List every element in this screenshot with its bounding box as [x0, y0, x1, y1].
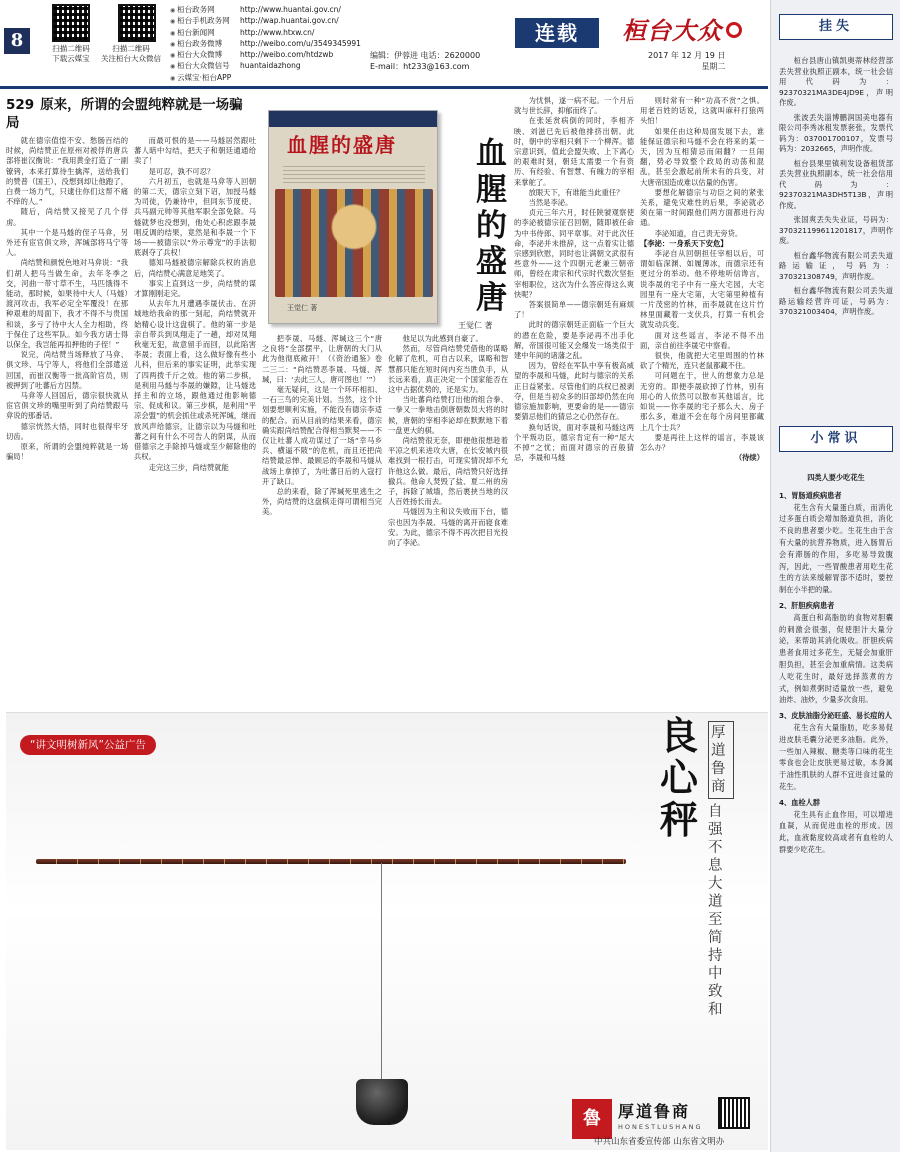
article-column-2 — [134, 136, 256, 696]
article-paragraph: 马燧因为主和议失败而下台，德宗也因为李晟、马燧的离开而寝食难安。为此，德宗不得不再次把目光投向了李泌。 — [388, 507, 508, 548]
ad-title: 良心秤 — [660, 713, 699, 842]
article-paragraph: 面对这些谣言，李泌不得不出面，亲自前往李晟宅中察看。 — [640, 330, 764, 350]
tip-heading: 3、皮肤油脂分泌旺盛、易长痘的人 — [779, 711, 892, 721]
article-paragraph: 【李泌：一身系天下安危】 — [640, 238, 728, 248]
article-paragraph: 然而，尽管尚结赞凭借他的谋略化解了危机，可自古以来，谋略和智慧都只能在短时间内充当胜负手，从长远来看，真正决定一个国家能否在这中占据优势的，还是实力。 — [388, 344, 508, 395]
ad-sponsor: 中共山东省委宣传部 山东省文明办 — [594, 1137, 725, 1147]
article-paragraph: 很快，他就把大宅里周围的竹林砍了个精光，连只老鼠都藏不住。 — [640, 351, 764, 371]
motto-line: 持中致和 — [708, 948, 723, 1018]
article-paragraph: 尚结赞和颜悦色地对马弇说：“我们胡人把马当做生命，去年冬季之交，河曲一带寸草不生，马匹饿得不能动，那时候，如果待中大人（马燧）渡河攻击，我军必定全军覆没！在那种艰难的局面下，我才不得不与贵国和谈，多亏了待中大人全力相助，终于保住了这些军队。如今我方诸士得以保全，我岂能再扣押他的子侄！” — [6, 258, 128, 350]
article-column-5 — [514, 96, 634, 696]
link-url: huantaidazhong — [240, 61, 301, 71]
serial-article — [6, 96, 766, 696]
article-paragraph: 毫无疑问，这是一个环环相扣、一石三鸟的完美计划。当然，这个计划要想顺利实施，不能没有德宗李适的配合。而从目前的结果来看，德宗确实跟尚结赞配合得相当默契——不仅让吐蕃人成功谋过了一场“幸马乡兵、横逼不陂”的危机，而且还把尚结赞最忌惮、最顾忌的李晟和马燧从战场上拿掉了，为吐蕃日后的入寇打开了缺口。 — [262, 385, 382, 486]
link-url[interactable]: http://weibo.com/htdzwb — [240, 50, 334, 60]
link-name: ◉ 桓台政务微博 — [170, 39, 240, 50]
article-paragraph: 德宗恍然大悟，同时也很得牢牙切齿。 — [6, 421, 128, 441]
lost-notice-list — [771, 56, 900, 322]
lost-notice-heading: 挂失 — [779, 14, 893, 40]
cover-band — [269, 111, 437, 127]
link-row — [170, 73, 361, 84]
email-line: E-mail：ht233@163.com — [370, 62, 470, 71]
link-row — [170, 61, 361, 72]
cover-author: 王觉仁 著 — [287, 304, 318, 312]
article-paragraph: 李泌知道，自己责无旁贷。 — [654, 228, 743, 238]
masthead — [0, 0, 768, 84]
link-url[interactable]: http://weibo.com/u/3549345991 — [240, 38, 361, 48]
article-paragraph: 随后，尚结赞又接见了几个俘虏。 — [6, 207, 128, 227]
link-url[interactable]: http://www.huantai.gov.cn/ — [240, 5, 341, 14]
article-paragraph: 李泌自从回朝担任宰相以后，可谓如临深渊、如履薄冰，而德宗还有更过分的举动。他不停地听信谗言，说李晟的宅子中有一座大宅园，大宅园里有一座大宅第，大宅第里种植有一片茂密的竹林，而李晟就在这片竹林里面藏着一支伏兵，打算一有机会就发动兵变。 — [640, 249, 764, 330]
link-url[interactable]: http://wap.huantai.gov.cn/ — [240, 16, 339, 26]
editor-info — [370, 50, 480, 72]
steelyard-cord — [381, 863, 382, 1081]
article-paragraph: 原来，所谓的会盟纯粹就是一场骗局！ — [6, 442, 128, 462]
link-name: ◉ 桓台大众微博 — [170, 50, 240, 61]
book-cover-image — [268, 110, 438, 324]
article-column-3 — [262, 334, 382, 696]
tip-text: 花生含有大量脂肪，吃多易促进皮肤毛囊分泌更多油脂。此外，一些加入辣椒、糖类等口味的花生零食也会让皮肤更易过敏，本身属于油性肌肤的人群不宜进食过量的花生。 — [779, 722, 893, 791]
cover-title: 血腥的盛唐 — [287, 133, 397, 157]
article-paragraph: 其中一个是马燧的侄子马弇，另外还有宦官俱文珍，浑瑊部将马宁等人。 — [6, 227, 128, 258]
book-title-vertical: 血腥的盛唐 — [476, 136, 507, 316]
book-author: 王觉仁 著 — [458, 321, 493, 330]
tip-heading: 2、肝胆疾病患者 — [779, 600, 835, 610]
article-paragraph: 就在德宗值惶不安、愁肠百结的时候，尚结赞正在原州对被俘的唐兵部将崔汉衡说：“我用黄金打造了一副镣铐，本来打算待生擒浑，送给我们的赞普（国王），没想到却让他跑了，白费一场力气，只逮住你们这帮不痛不痒的人。” — [6, 136, 128, 207]
public-service-ad — [6, 712, 768, 1150]
tip-text: 高蛋白和高脂肪的食物对胆囊的刺激会很强，促使胆汁大量分泌，来帮助其消化吸收。肝胆疾病患者食用过多花生，无疑会加重肝胆负担，甚至会加重病情。这类病人吃花生时，最好选择蒸煮的方式，例如煮粥时适量放一些，避免油炸、油炒，少量多次食用。 — [779, 612, 893, 705]
article-paragraph: 从去年九月遭遇李晟伏击、在汧城地给我命的那一刻起，尚结赞就开始精心设计这盘棋了。他的第一步是亲自带兵到凤翔走了一趟，却对凤翔秋毫无犯，故意留手而回，以此陷害李晟；表面上看，这么做好像有些小儿科，但后来的事实证明，此举实现了四两拨千斤之效。他的第二步棋，是利用马燧与李晟的嫌隙，让马燧选择主和的立场，跟他通过他影响德宗、促成和议。第三步棋，是利用“平凉会盟”的机会抓住或杀死浑瑊，继而放风声给德宗，让德宗以为马燧和吐蕃之间有什么不可告人的阴谋，从而借德宗之手除掉马燧或至少解除他的兵权。 — [134, 299, 256, 462]
article-paragraph: 尚结赞很无奈，即便他很想趁着平凉之机来进攻大唐，在长安城内很难找到一根打击，可现实情况却不允许他这么做。最后，尚结赞只好选择撤兵。他命人焚毁了盐、夏二州的房子，拆除了城墙，然后裹挟当地的汉人百姓扬长而去。 — [388, 436, 508, 507]
lost-notice-item: 张波丢失淄博鹏润国美电器有限公司李秀冰租发票套张，发票代码为：037001700107，发票号码为：2032665，声明作废。 — [779, 112, 893, 153]
article-paragraph: 当然是李泌。 — [528, 198, 573, 208]
article-paragraph: 事实上直到这一步，尚结赞的谋才算刚刚走完。 — [134, 278, 256, 299]
chapter-number: 529 — [6, 97, 35, 113]
article-paragraph: 如果任由这种局面发展下去，谁能保证德宗和马燧不会在将来的某一天，因为互相猜忌而闹翻？一旦闹翻，势必导致整个政局的动荡和混乱，甚至会激起前所未有的兵变，对大唐帝国造成难以估量的伤害。 — [640, 126, 764, 187]
article-paragraph: 说完，尚结赞当场释放了马弇、俱文珍、马宁等人，将他们全部遣送回国，而崔汉衡等一批高阶官员，则被押到了吐蕃后方囚禁。 — [6, 350, 128, 390]
link-name: ◉ 桓台大众微信号 — [170, 61, 240, 72]
article-paragraph: 则时常有一种“功高不赏”之惧。用老百姓的话说，这就叫麻秆打狼两头怕！ — [640, 96, 764, 126]
link-row — [170, 5, 361, 16]
link-name: ◉ 桓台政务网 — [170, 5, 240, 16]
link-name: ◉ 桓台手机政务网 — [170, 16, 240, 27]
article-paragraph: 因为，曾经在军队中享有极高威望的李晟和马燧，此时与德宗的关系正日益紧张。尽管他们的兵权已被剥夺，但是当初众多的旧部却仍然在向德宗施加影响，更要命的是——德宗要猜忌他们的猜忌之心仍然存在。 — [514, 361, 634, 422]
to-be-continued: （待续） — [734, 453, 764, 463]
tips-subheading: 四类人要少吃花生 — [807, 473, 865, 482]
paper-logo — [622, 16, 742, 46]
lost-notice-item: 桓台鑫华物流有限公司丢失道路运输经营许可证，号码为：370321003404，声明作废。 — [779, 286, 893, 316]
article-paragraph: 要是再往上这样的谣言，李晟该怎么办？ — [640, 432, 764, 452]
brand-logo-icon: 魯 — [572, 1099, 612, 1139]
link-name: ◉ 云媒宝·桓台APP — [170, 73, 240, 84]
article-paragraph: 马弇等人回国后，德宗很快就从宦官俱文珍的嘴里听到了尚结赞跟马弇说的那番话。 — [6, 391, 128, 421]
link-row — [170, 39, 361, 50]
article-column-6 — [640, 96, 764, 696]
article-paragraph: 总的来看，除了浑瑊死里逃生之外，尚结赞的这盘棋走得可谓相当完美。 — [262, 487, 382, 517]
health-tips — [771, 468, 900, 856]
logo-mark-icon — [726, 22, 742, 38]
article-title — [6, 96, 256, 132]
column-name: 连载 — [515, 18, 599, 48]
editor-line: 编辑：伊蓉进 电话：2620000 — [370, 51, 481, 60]
lost-notice-item: 桓台鑫华物流有限公司丢失道路运输证，号码为：370321308749，声明作废。 — [779, 250, 893, 281]
link-row — [170, 16, 361, 27]
cover-illustration — [275, 189, 433, 297]
article-paragraph: 在张延赏病倒的同时，李相齐映、刘滋已先后被他排挤出朝。此时，朝中的宰相只剩下一个柳浑。德宗意识到，值此会盟失败、上下离心的艰难时刻，朝廷太需要一个有资历、有经验、有智慧、有魄力的宰相来掌舵了。 — [514, 116, 634, 187]
app-qr-caption: 扫描二维码 下载云媒宝 — [52, 44, 90, 63]
wechat-qr-code[interactable] — [118, 4, 156, 42]
article-paragraph: 而最可恨的是——马燧居然跟吐蕃人暗中勾结，把天子和朝廷通通给卖了！ — [134, 136, 256, 166]
lost-notice-item: 桓台县唐山镇凯奥蒂林经营部丢失营业执照正副本，统一社会信用代码为：92370321MA3DE4JD9E，声明作废。 — [779, 56, 893, 107]
article-paragraph: 当吐蕃尚结赞打出他的组合拳、一拳又一拳地击倒唐朝数员大将的时候，唐朝的宰相李泌却在默默地下着一盘更大的棋。 — [388, 395, 508, 435]
motto-line: 大道至简 — [708, 876, 723, 946]
tip-text: 花生具有止血作用，可以增进血凝，从而促进血栓的形成。因此，血液黏度较高或者有血栓的人群要少吃花生。 — [779, 809, 893, 854]
right-sidebar — [770, 0, 900, 1152]
link-url[interactable]: http://www.htxw.cn/ — [240, 27, 315, 37]
cover-blurb-lines — [283, 163, 425, 183]
article-paragraph: 把李晟、马燧、浑瑊这三个“唐之良将”全部摆平，让唐朝的大门从此为他彻底敞开！（《资治通鉴》卷二三二：“尚结赞恶李晟、马燧、浑瑊，曰：‘去此三人，唐可图也！’”） — [262, 334, 382, 384]
article-paragraph: 是可忍，孰不可忍？ — [148, 166, 215, 176]
wechat-qr-caption: 扫描二维码 关注桓台大众微信 — [101, 44, 161, 63]
steelyard-weight-icon — [356, 1079, 408, 1125]
article-paragraph: 德知马燧被德宗解除兵权的消息后，尚结赞心满意足地笑了。 — [134, 258, 256, 278]
weekday-line: 星期二 — [701, 62, 726, 71]
ad-campaign-tag: “讲文明树新风”公益广告 — [20, 735, 156, 755]
article-paragraph: 要想化解德宗与功臣之间的紧张关系，避免灾难性的后果，李泌就必须在第一时间跟他们两方面都进行沟通。 — [640, 187, 764, 228]
ad-motto — [708, 721, 734, 1019]
web-links-list — [170, 5, 361, 84]
article-paragraph: 答案很简单——德宗朝廷有麻烦了！ — [514, 300, 634, 320]
paper-name: 桓台大众 — [622, 16, 722, 45]
article-paragraph: 他足以为此感到自豪了。 — [402, 334, 483, 343]
motto-line: 自强不息 — [708, 804, 723, 874]
page-number: 8 — [4, 28, 30, 54]
tip-heading: 4、血栓人群 — [779, 797, 820, 807]
article-paragraph: 走完这三步，尚结赞就能 — [148, 462, 229, 472]
article-paragraph: 可问题在于，世人的想象力总是无穷的。即便李晟砍掉了竹林，别有用心的人依然可以散布其他谣言，比如说——你李晟的宅子那么大、房子那么多，难道不会在每个房间里都藏上几个士兵？ — [640, 371, 764, 432]
article-paragraph: 此时的德宗朝廷正面临一个巨大的潜在危险，要是李泌再不出手化解，帝国很可能又会爆发一场类似于建中年间的诸藩之乱。 — [514, 320, 634, 361]
issue-date — [648, 50, 725, 72]
chapter-title: 原来，所谓的会盟纯粹就是一场骗局 — [6, 97, 243, 131]
header-divider — [0, 86, 768, 89]
app-qr-code[interactable] — [52, 4, 90, 42]
tips-heading: 小常识 — [779, 426, 893, 452]
tip-text: 花生含有大量蛋白质，而消化过多蛋白质会增加肠道负担，消化不良的患者要少吃。生花生由于含有大量的抗营养物质，进入肠胃后会有滞肠的作用，多吃易导致腹泻，因此，一些胃酸患者用吃生花生的方法来缓解胃部不适时，要控制在小半把的量。 — [779, 502, 893, 595]
lost-notice-item: 张国爽丢失失业证，号码为：370321199611201817，声明作废。 — [779, 215, 893, 245]
lost-notice-item: 桓台县果里镇利发设备租赁部丢失营业执照副本，统一社会信用代码为：92370321MA3DH5T13B，声明作废。 — [779, 158, 893, 210]
link-row — [170, 50, 361, 61]
article-column-4 — [388, 334, 508, 696]
ad-qr-code[interactable] — [718, 1097, 750, 1129]
brand-name: 厚道鲁商 — [618, 1102, 691, 1121]
steelyard-beam — [36, 859, 626, 864]
article-paragraph: 换句话说，面对李晟和马燧这两个平叛功臣，德宗肯定有一种“尾大不掉”之忧；而面对德宗的百般猜忌，李晟和马燧 — [514, 422, 634, 463]
link-name: ◉ 桓台新闻网 — [170, 28, 240, 39]
article-paragraph: 贞元三年六月，时任陕虢观察使的李泌被德宗征召回朝，随即被任命为中书侍郎、同平章事。对于此次任命，李泌并未推辞，这一点着实让德宗感到欣慰，同时也让满朝文武很有些意外——这个四朝元老兼三朝帝师，曾经在肃宗和代宗时代数次坚拒宰相职位，这次为什么答应得这么爽快呢？ — [514, 208, 634, 299]
article-paragraph: 放眼天下，有谁能当此重任？ — [528, 187, 624, 197]
brand-name-english: HONESTLUSHANG — [618, 1123, 703, 1131]
tip-heading: 1、胃肠道疾病患者 — [779, 490, 842, 500]
link-row — [170, 28, 361, 39]
date-line: 2017 年 12 月 19 日 — [648, 51, 726, 60]
motto-box: 厚道鲁商 — [708, 721, 734, 799]
article-column-1 — [6, 136, 128, 696]
article-paragraph: 六月初五，也就是马弇等人回朝的第二天，德宗立刻下诏，加授马燧为司徒，仍兼待中，但同东节度使、兵马副元帅等其他军职全部免除。马燧就梦也没想到，他处心积虑跟李晟唱反调的结果，竟然是和李晟一个下场——被德宗以“外示尊宠”的手法彻底剥夺了兵权！ — [134, 176, 256, 258]
article-paragraph: 为忧惧，遂一病不起。一个月后就与世长辞，抑郁而终了。 — [514, 96, 634, 116]
